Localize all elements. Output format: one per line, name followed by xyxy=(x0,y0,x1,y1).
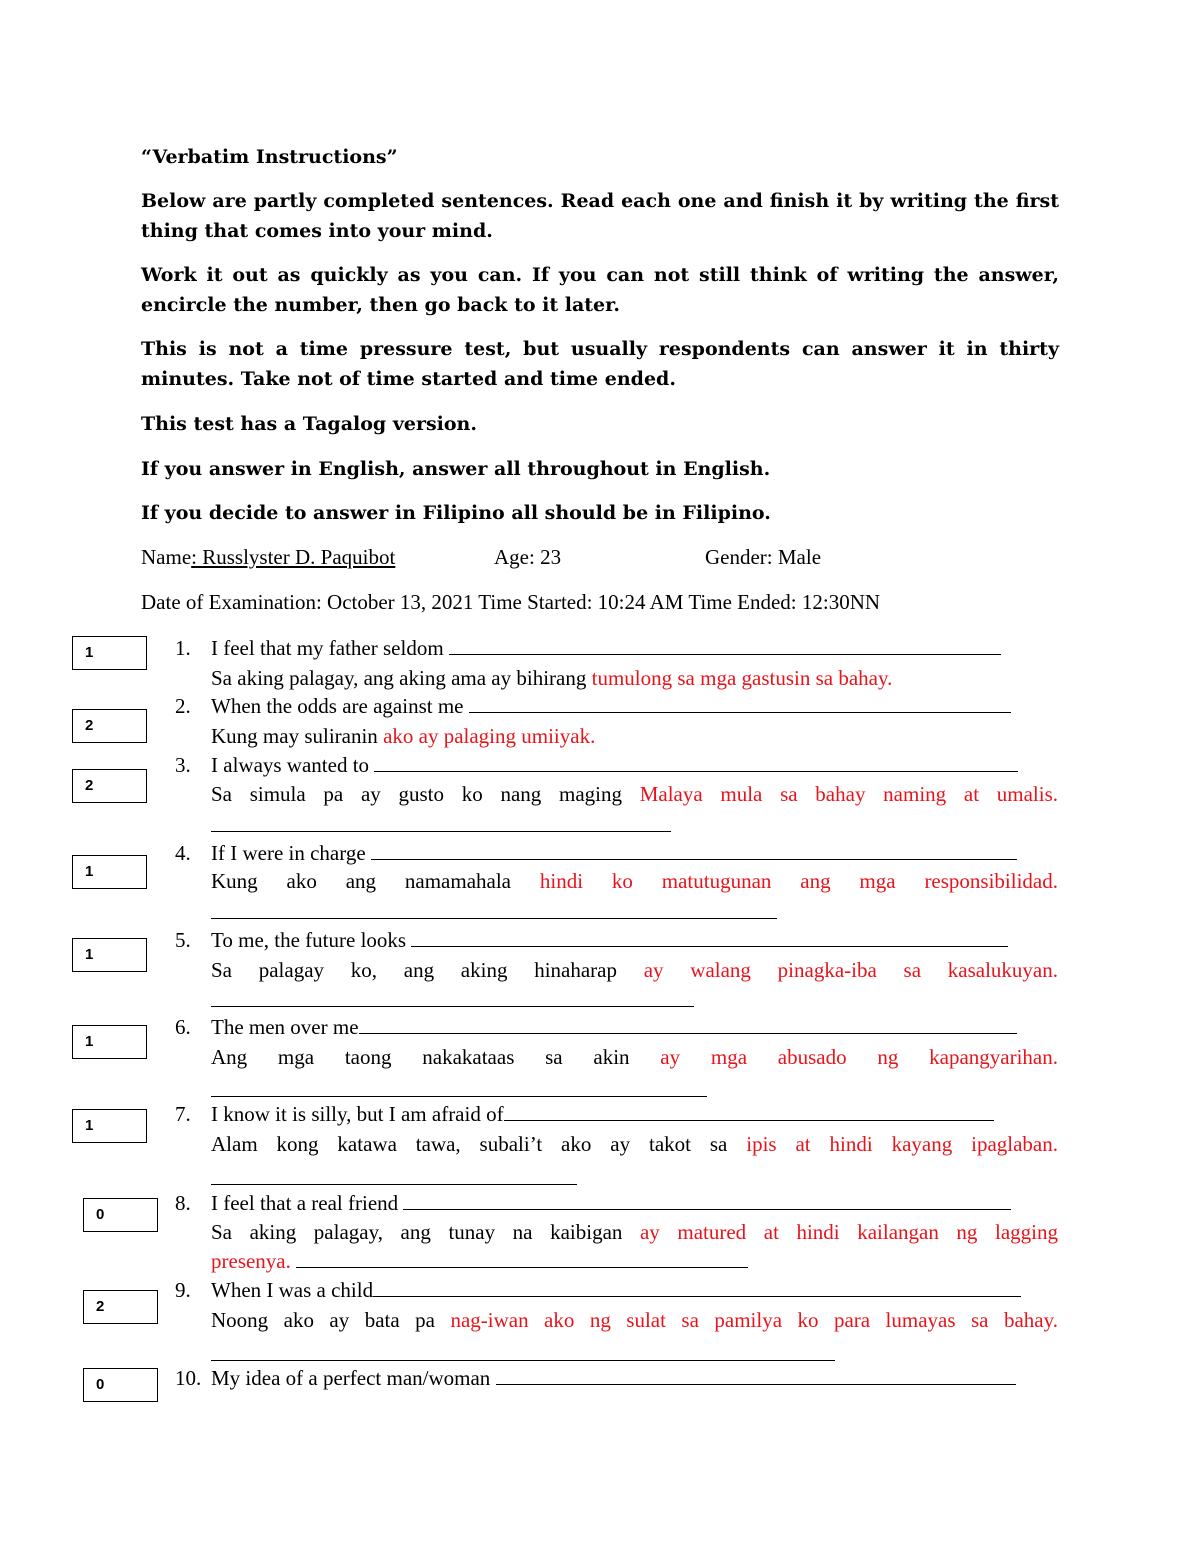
prompt-text: I feel that my father seldom xyxy=(211,636,444,660)
score-box: 2 xyxy=(72,709,147,743)
score-box: 1 xyxy=(72,1025,147,1059)
continuation-line xyxy=(211,918,777,919)
blank-line xyxy=(504,1100,994,1121)
score-box: 2 xyxy=(83,1290,158,1324)
blank-line xyxy=(496,1364,1016,1385)
answer-response: hindi ko matutugunan ang mga responsibilidad. xyxy=(539,869,1059,893)
blank-line xyxy=(296,1247,748,1268)
continuation-line xyxy=(211,1184,577,1185)
prompt-text: I feel that a real friend xyxy=(211,1191,399,1215)
blank-line xyxy=(374,751,1018,772)
instruction-paragraph-6: If you decide to answer in Filipino all should be in Filipino. xyxy=(141,502,771,524)
answer-response: ipis at hindi kayang ipaglaban. xyxy=(746,1132,1058,1156)
instructions-title: “Verbatim Instructions” xyxy=(141,146,398,168)
item-number: 3. xyxy=(175,753,191,777)
answer-prefix: Ang mga taong nakakataas sa akin xyxy=(211,1045,661,1069)
instruction-paragraph-5: If you answer in English, answer all throughout in English. xyxy=(141,458,771,480)
prompt-text: To me, the future looks xyxy=(211,928,407,952)
blank-line xyxy=(411,926,1008,947)
answer-response: presenya. xyxy=(211,1249,291,1273)
item-prompt xyxy=(211,1013,1017,1041)
item-answer-continuation xyxy=(211,1247,748,1275)
item-prompt xyxy=(211,634,1001,662)
item-number: 4. xyxy=(175,841,191,865)
score-box: 1 xyxy=(72,636,147,670)
continuation-line xyxy=(211,1360,835,1361)
item-answer xyxy=(211,664,892,692)
prompt-text: When the odds are against me xyxy=(211,694,464,718)
answer-response: Malaya mula sa bahay naming at umalis. xyxy=(639,782,1058,806)
exam-info-line: Date of Examination: October 13, 2021 Time Started: 10:24 AM Time Ended: 12:30NN xyxy=(141,590,881,614)
answer-prefix: Kung ako ang namamahala xyxy=(211,869,540,893)
answer-response: tumulong sa mga gastusin sa bahay. xyxy=(591,666,893,690)
item-answer xyxy=(211,867,1058,895)
prompt-text: If I were in charge xyxy=(211,841,366,865)
prompt-text: I know it is silly, but I am afraid of xyxy=(211,1102,504,1126)
continuation-line xyxy=(211,831,671,832)
blank-line xyxy=(449,634,1001,655)
item-number: 2. xyxy=(175,694,191,718)
instruction-paragraph-3: This is not a time pressure test, but usually respondents can answer it in thirty minutes. Take not of time started and time ended. xyxy=(141,338,1059,390)
instruction-paragraph-2: Work it out as quickly as you can. If you can not still think of writing the answer, encircle the number, then go back to it later. xyxy=(141,264,1059,316)
answer-response: ay mga abusado ng kapangyarihan. xyxy=(660,1045,1058,1069)
answer-response: ay matured at hindi kailangan ng lagging xyxy=(639,1220,1058,1244)
item-answer xyxy=(211,1043,1058,1071)
prompt-text: My idea of a perfect man/woman xyxy=(211,1366,491,1390)
instruction-paragraph-1: Below are partly completed sentences. Read each one and finish it by writing the first thing that comes into your mind. xyxy=(141,190,1059,242)
item-answer xyxy=(211,722,595,750)
item-number: 6. xyxy=(175,1015,191,1039)
gender-field: Gender: Male xyxy=(705,545,822,569)
item-answer xyxy=(211,1218,1058,1246)
item-number: 10. xyxy=(175,1366,202,1390)
instruction-paragraph-4: This test has a Tagalog version. xyxy=(141,413,477,435)
item-prompt xyxy=(211,839,1017,867)
score-box: 0 xyxy=(83,1368,158,1402)
score-box: 2 xyxy=(72,769,147,803)
item-number: 8. xyxy=(175,1191,191,1215)
score-box: 1 xyxy=(72,855,147,889)
answer-response: nag-iwan ako ng sulat sa pamilya ko para lumayas sa bahay. xyxy=(450,1308,1058,1332)
answer-response: ay walang pinagka-iba sa kasalukuyan. xyxy=(643,958,1058,982)
item-prompt xyxy=(211,1100,994,1128)
item-number: 9. xyxy=(175,1278,191,1302)
item-answer xyxy=(211,1306,1058,1334)
age-field: Age: 23 xyxy=(494,545,562,569)
item-prompt xyxy=(211,1364,1016,1392)
item-answer xyxy=(211,956,1058,984)
name-label: Name xyxy=(141,545,192,569)
item-answer xyxy=(211,1130,1058,1158)
prompt-text: The men over me xyxy=(211,1015,359,1039)
score-box: 1 xyxy=(72,1109,147,1143)
blank-line xyxy=(373,1276,1021,1297)
answer-prefix: Sa simula pa ay gusto ko nang maging xyxy=(211,782,640,806)
answer-prefix: Sa aking palagay, ang aking ama ay bihirang xyxy=(211,666,592,690)
continuation-line xyxy=(211,1096,707,1097)
item-prompt xyxy=(211,1276,1021,1304)
blank-line xyxy=(359,1013,1017,1034)
name-field xyxy=(141,543,395,571)
item-number: 1. xyxy=(175,636,191,660)
item-answer xyxy=(211,780,1058,808)
answer-prefix: Noong ako ay bata pa xyxy=(211,1308,451,1332)
score-box: 0 xyxy=(83,1198,158,1232)
blank-line xyxy=(371,839,1017,860)
item-prompt xyxy=(211,692,1011,720)
item-number: 7. xyxy=(175,1102,191,1126)
item-prompt xyxy=(211,926,1008,954)
score-box: 1 xyxy=(72,938,147,972)
blank-line xyxy=(403,1189,1011,1210)
answer-prefix: Sa aking palagay, ang tunay na kaibigan xyxy=(211,1220,640,1244)
item-number: 5. xyxy=(175,928,191,952)
continuation-line xyxy=(211,1006,694,1007)
prompt-text: When I was a child xyxy=(211,1278,374,1302)
answer-response: ako ay palaging umiiyak. xyxy=(383,724,596,748)
item-prompt xyxy=(211,1189,1011,1217)
answer-prefix: Alam kong katawa tawa, subali’t ako ay takot sa xyxy=(211,1132,747,1156)
answer-prefix: Kung may suliranin xyxy=(211,724,384,748)
blank-line xyxy=(469,692,1011,713)
prompt-text: I always wanted to xyxy=(211,753,370,777)
name-value: : Russlyster D. Paquibot xyxy=(191,545,396,569)
item-prompt xyxy=(211,751,1018,779)
answer-prefix: Sa palagay ko, ang aking hinaharap xyxy=(211,958,644,982)
